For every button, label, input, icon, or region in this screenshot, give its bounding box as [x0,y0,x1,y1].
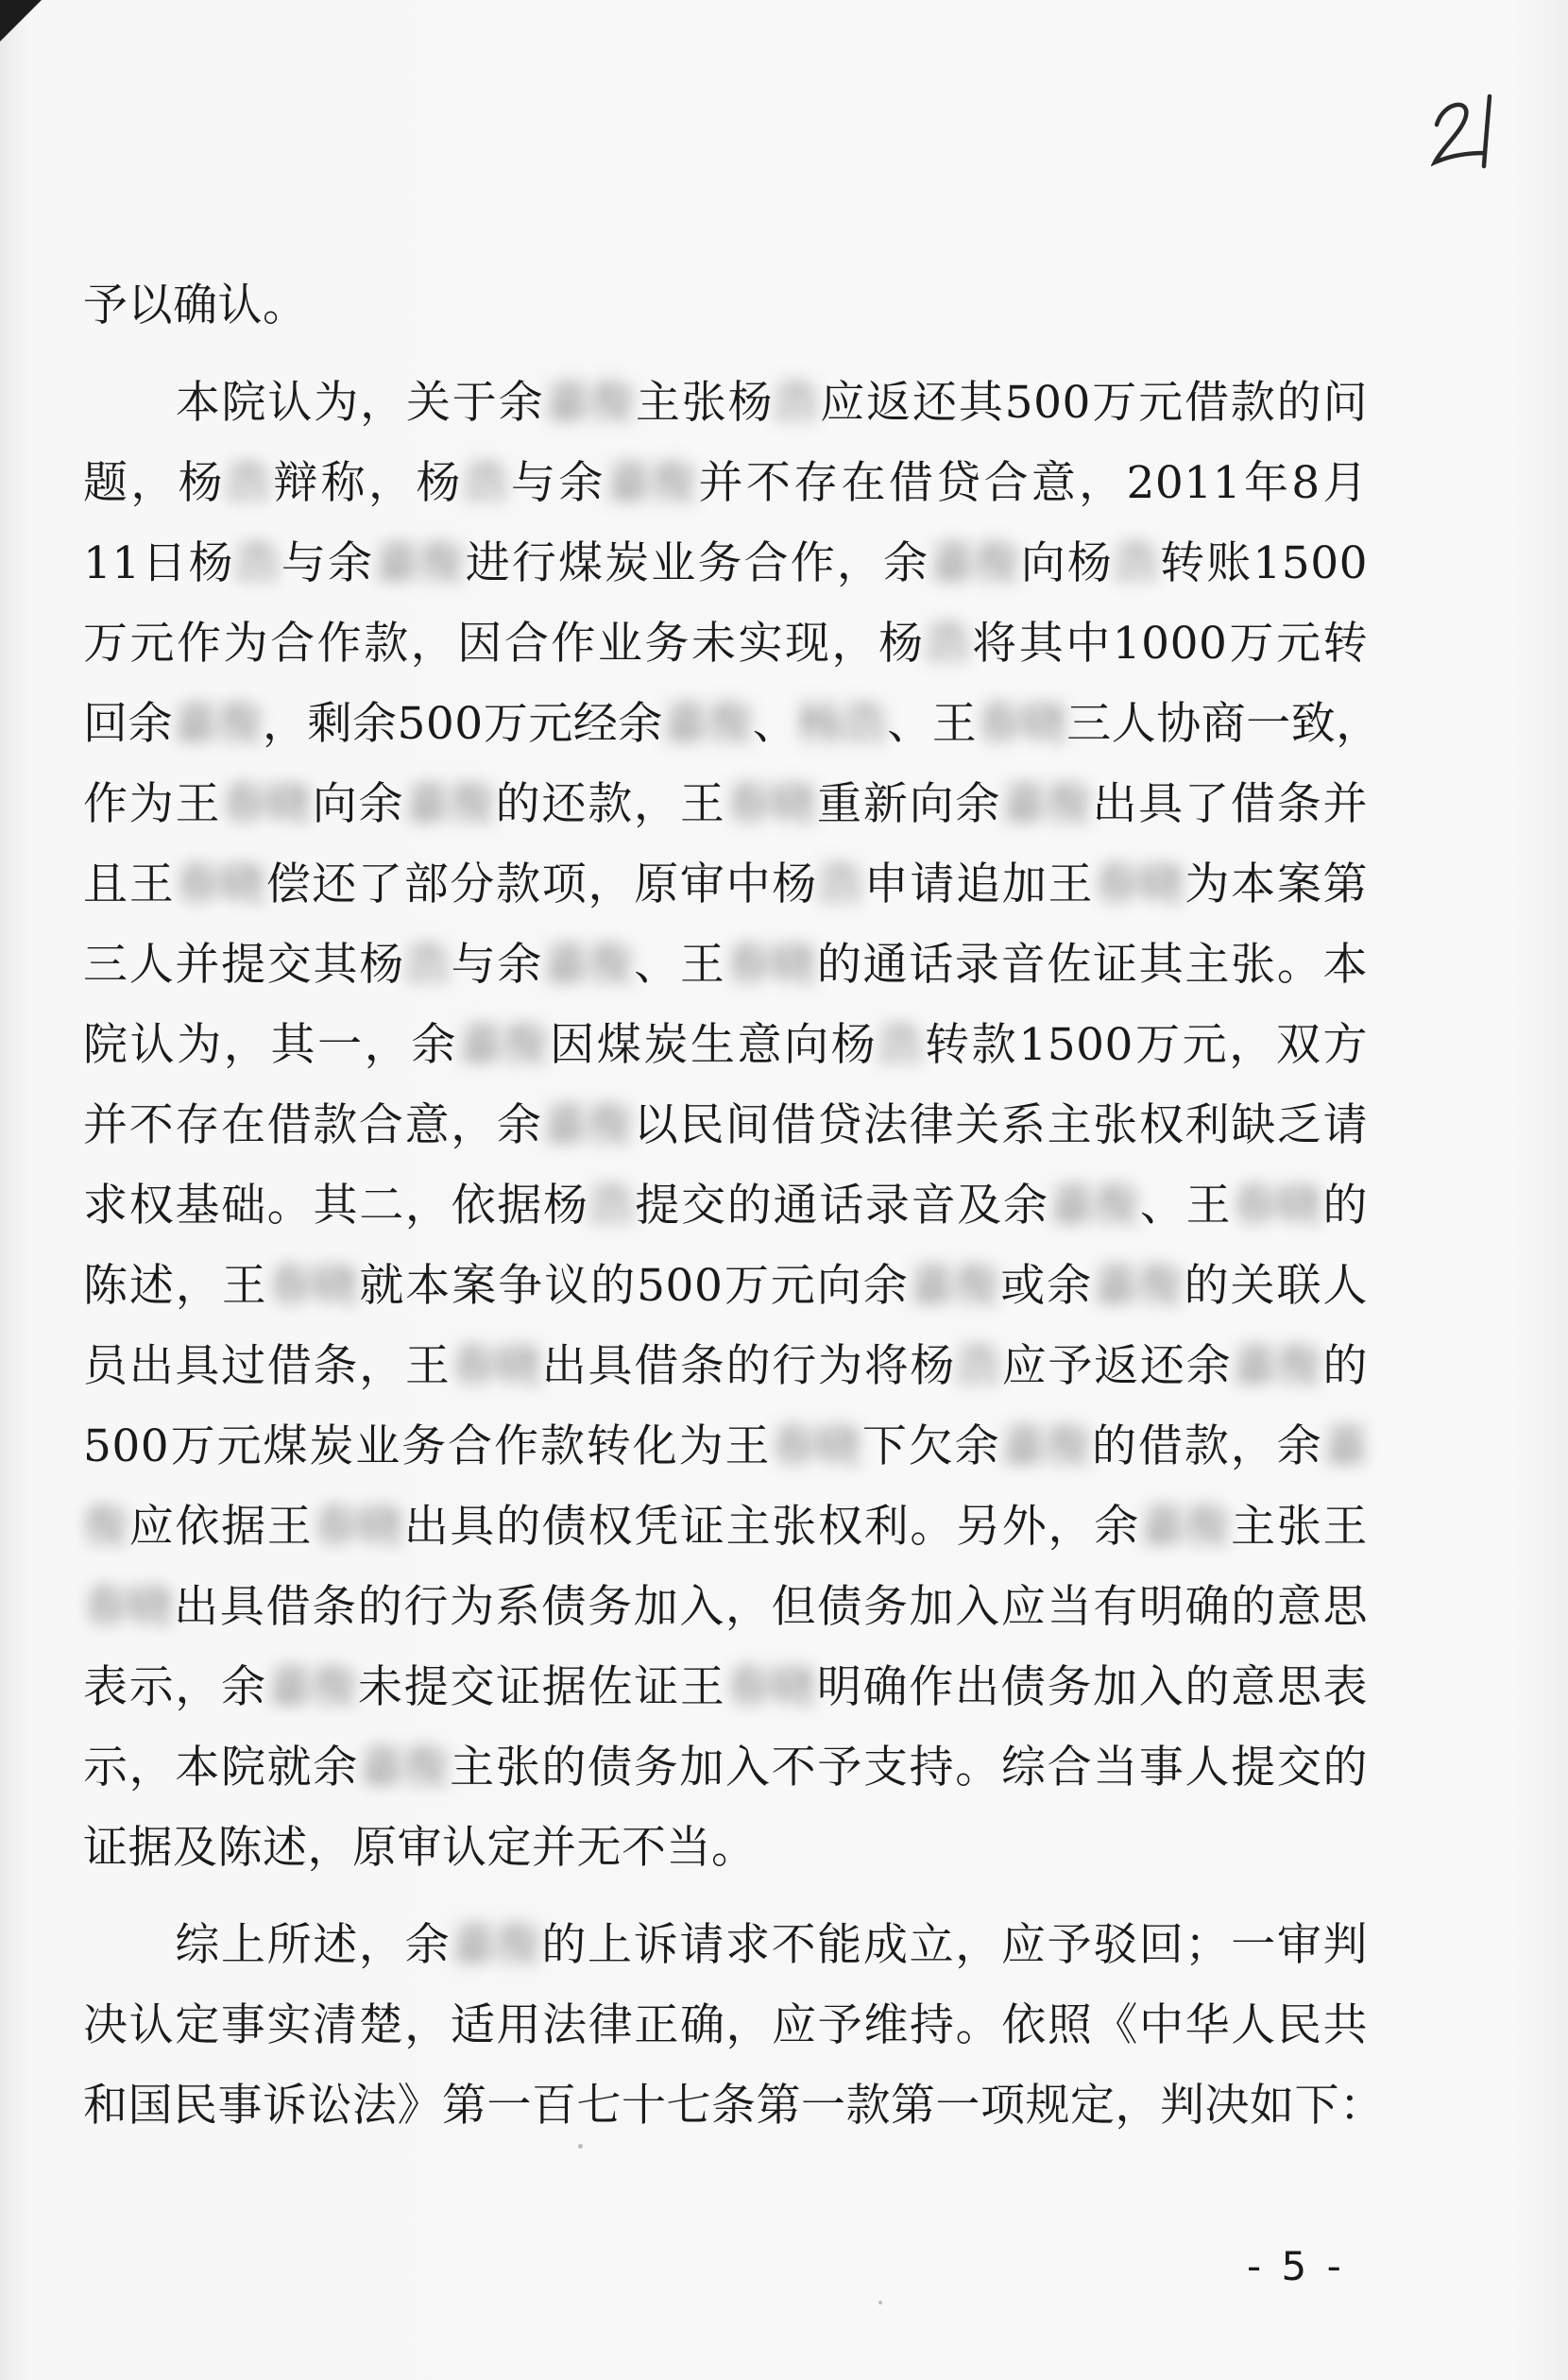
redacted-name: 春晓 [771,1420,861,1472]
text-segment: 的关联人 [1183,1260,1368,1312]
redacted-name: 嘉俊 [457,1019,548,1071]
redacted-name: 嘉俊 [1093,1260,1184,1312]
text-segment: 的还款，王 [494,778,726,830]
text-segment: 向杨 [1019,537,1114,589]
text-line [83,1567,1368,1647]
text-line [83,925,1368,1005]
text-segment: 申请追加王 [862,858,1095,910]
redacted-name: 浩 [818,858,863,910]
text-segment: 应依据王 [128,1501,314,1553]
text-line [83,1085,1368,1165]
text-line [83,764,1368,844]
text-segment: 、王 [887,698,978,750]
text-segment: 的 [1321,1340,1369,1392]
text-segment: 并不存在借贷合意，2011年8月 [695,457,1369,509]
text-segment: 出具了借条并 [1091,778,1369,830]
text-segment: 三人协商一致， [1066,698,1381,750]
text-line [83,1165,1368,1246]
text-segment: 、王 [633,939,726,991]
redacted-name: 嘉俊 [929,537,1020,589]
text-line [83,1487,1368,1567]
redacted-name: 嘉俊 [662,698,753,750]
text-segment: 转账1500 [1158,537,1369,589]
text-segment: 重新向余 [815,778,1002,830]
text-segment: 并不存在借款合意，余 [83,1099,543,1151]
redacted-name: 嘉俊 [1000,1420,1091,1472]
text-line [83,844,1368,925]
text-segment: 的上诉请求不能成立，应予驳回；一审判 [540,1919,1369,1971]
text-segment: 为本案第 [1184,858,1369,910]
text-segment: 以民间借贷法律关系主张权利缺乏请 [632,1099,1369,1151]
text-segment: 与余 [280,537,375,589]
text-line [83,1406,1368,1487]
redacted-name: 嘉俊 [1001,778,1092,830]
redacted-name: 嘉俊 [451,1919,541,1971]
text-line [83,1905,1368,1985]
text-segment: 、 [752,698,798,750]
text-segment: 万元作为合作款，因合作业务未实现，杨 [83,618,926,670]
text-line [83,1326,1368,1406]
redacted-name: 嘉俊 [542,1099,633,1151]
text-segment: 主张王 [1229,1501,1369,1553]
redacted-name: 浩 [925,618,971,670]
text-segment: 的借款，余 [1090,1420,1323,1472]
text-segment: 应予返还余 [1000,1340,1233,1392]
redacted-name: 嘉俊 [1048,1180,1139,1232]
redacted-name: 杨浩 [797,698,888,750]
text-segment: 偿还了部分款项，原审中杨 [264,858,819,910]
redacted-name: 嘉俊 [358,1742,449,1794]
redacted-name: 浩 [404,939,451,991]
text-segment: 就本案争议的500万元向余 [357,1260,910,1312]
redacted-name: 浩 [1114,537,1159,589]
redacted-name: 浩 [234,537,281,589]
text-line [83,1246,1368,1326]
text-segment: 表示，余 [83,1661,267,1713]
text-segment: 提交的通话录音及余 [634,1180,1049,1232]
redacted-name: 春晓 [725,1661,816,1713]
redacted-name: 嘉俊 [909,1260,999,1312]
redacted-name: 春晓 [83,1581,173,1633]
text-segment: 向余 [311,778,405,830]
text-segment: 员出具过借条，王 [83,1340,452,1392]
text-segment: 出具借条的行为将杨 [540,1340,957,1392]
text-segment: 进行煤炭业务合作，余 [464,537,930,589]
text-segment: 院认为，其一，余 [83,1019,458,1071]
text-segment: 下欠余 [861,1420,1001,1472]
text-segment: 出具借条的行为系债务加入，但债务加入应当有明确的意思 [173,1581,1368,1633]
redacted-name: 春晓 [977,698,1067,750]
text-segment: 明确作出债务加入的意思表 [815,1661,1369,1713]
text-segment: 辩称，杨 [270,457,464,509]
text-segment: 或余 [998,1260,1094,1312]
text-line [83,2066,1385,2146]
text-segment: 综上所述，余 [83,1919,452,1971]
redacted-name: 嘉 [1322,1420,1369,1472]
redacted-name: 嘉俊 [1139,1501,1230,1553]
text-segment: 、王 [1138,1180,1233,1232]
text-segment: 11日杨 [83,537,235,589]
text-segment: 三人并提交其杨 [83,939,405,991]
redacted-name: 春晓 [175,858,265,910]
text-segment: 主张杨 [634,377,775,429]
redacted-name: 嘉俊 [605,457,696,509]
redacted-name: 嘉俊 [544,377,635,429]
text-segment: 题，杨 [83,457,226,509]
redacted-name: 春晓 [313,1501,403,1553]
text-segment: 陈述，王 [83,1260,268,1312]
text-line [83,1647,1368,1727]
text-segment: 且王 [83,858,176,910]
redacted-name: 春晓 [451,1340,541,1392]
text-line [83,1808,1368,1888]
redacted-name: 浩 [463,457,509,509]
redacted-name: 春晓 [221,778,312,830]
text-line [83,684,1381,764]
text-segment: 与余 [450,939,544,991]
redacted-name: 春晓 [267,1260,358,1312]
redacted-name: 春晓 [725,939,816,991]
redacted-name: 嘉俊 [374,537,465,589]
text-line [83,604,1368,684]
text-segment: 证据及陈述，原审认定并无不当。 [83,1822,757,1874]
redacted-name: 嘉俊 [173,698,263,750]
text-segment: 未提交证据佐证王 [356,1661,726,1713]
redacted-name: 浩 [774,377,819,429]
redacted-name: 嘉俊 [404,778,495,830]
text-segment: 决认定事实清楚，适用法律正确，应予维持。依照《中华人民共 [83,1999,1368,2051]
text-segment: 将其中1000万元转 [970,618,1368,670]
handwritten-page-mark-drawing [1431,87,1507,172]
scan-speck [878,2301,882,2304]
text-segment: 作为王 [83,778,222,830]
text-segment: 本院认为，关于余 [83,377,545,429]
text-segment: ，剩余500万元经余 [263,698,663,750]
text-segment: 与余 [508,457,606,509]
redacted-name: 浩 [226,457,271,509]
text-segment: 转款1500万元，双方 [922,1019,1369,1071]
scan-speck [578,2144,583,2149]
handwritten-page-mark [1431,87,1507,172]
redacted-name: 浩 [878,1019,923,1071]
text-segment: 回余 [83,698,173,750]
text-segment: 示，本院就余 [83,1742,359,1794]
page-number: - 5 - [1247,2243,1345,2289]
redacted-name: 嘉俊 [543,939,634,991]
text-segment: 和国民事诉讼法》第一百七十七条第一款第一项规定，判决如下： [83,2080,1385,2132]
redacted-name: 俊 [83,1501,128,1553]
text-line [83,443,1368,523]
text-line [83,1985,1368,2066]
redacted-name: 浩 [588,1180,635,1232]
text-line [83,265,1368,346]
redacted-name: 春晓 [725,778,816,830]
text-segment: 出具的债权凭证主张权利。另外，余 [402,1501,1140,1553]
text-segment: 应返还其500万元借款的问 [818,377,1368,429]
text-segment: 予以确认。 [83,280,308,332]
redacted-name: 春晓 [1232,1180,1322,1232]
judgment-body-text [83,265,1385,2146]
redacted-name: 浩 [956,1340,1001,1392]
text-line [83,363,1368,443]
text-segment: 500万元煤炭业务合作款转化为王 [83,1420,772,1472]
text-segment: 主张的债务加入不予支持。综合当事人提交的 [448,1742,1369,1794]
text-segment: 的 [1321,1180,1369,1232]
text-line [83,1005,1368,1085]
redacted-name: 春晓 [1094,858,1185,910]
redacted-name: 嘉俊 [1232,1340,1322,1392]
text-line [83,523,1368,604]
text-segment: 的通话录音佐证其主张。本 [815,939,1369,991]
text-line [83,1727,1368,1808]
text-segment: 求权基础。其二，依据杨 [83,1180,589,1232]
page-corner-fold [0,0,42,42]
text-segment: 因煤炭生意向杨 [547,1019,878,1071]
redacted-name: 嘉俊 [266,1661,357,1713]
